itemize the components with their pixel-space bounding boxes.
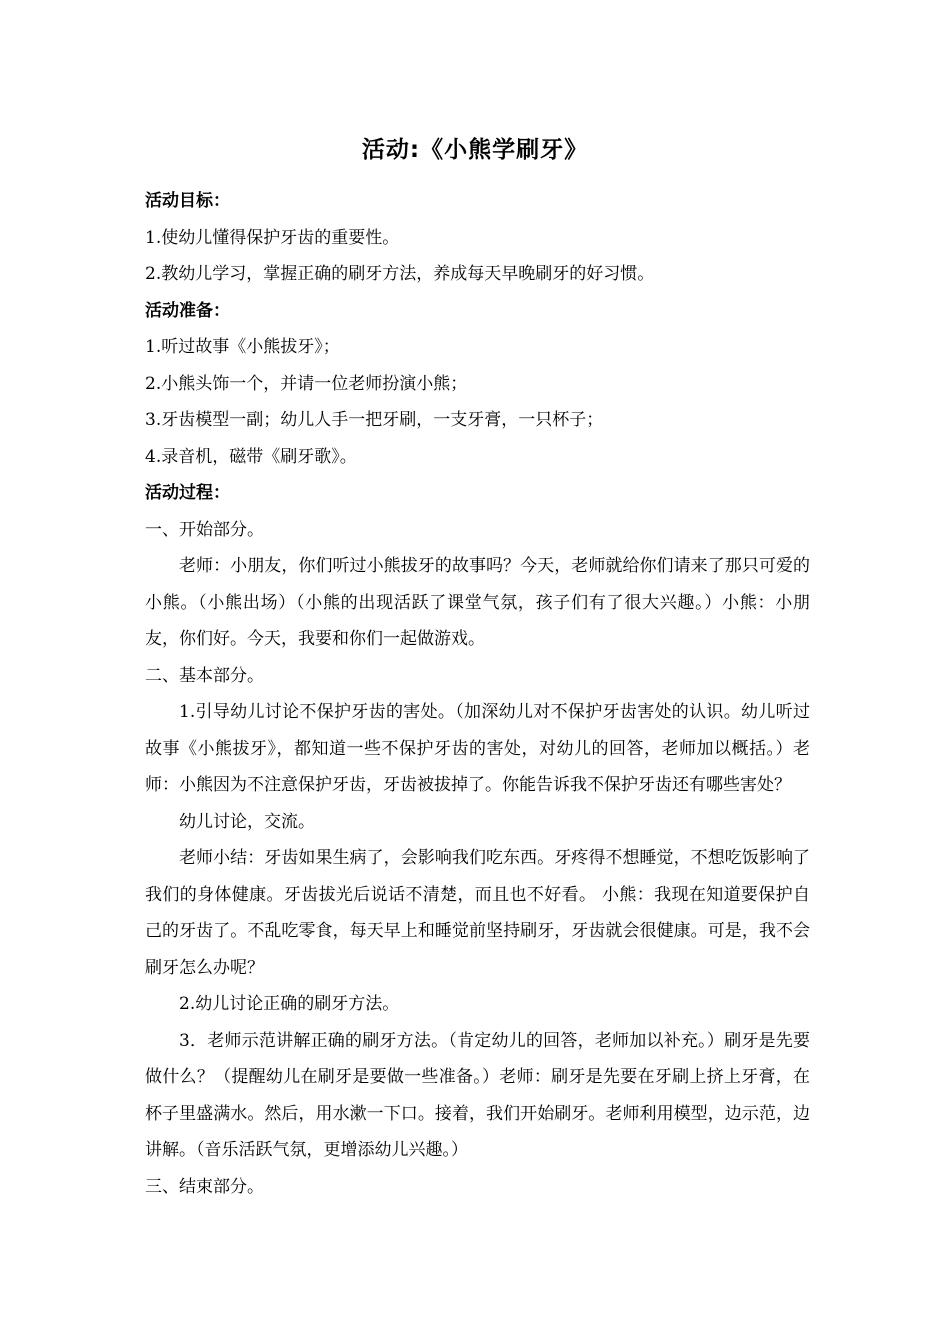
prep-item: 4.录音机，磁带《刷牙歌》。: [145, 446, 357, 467]
prep-item: 2.小熊头饰一个，并请一位老师扮演小熊；: [145, 373, 468, 394]
document-body: [145, 183, 810, 1205]
part2-paragraph: 老师小结：牙齿如果生病了，会影响我们吃东西。牙疼得不想睡觉，不想吃饭影响了我们的身体健康。牙齿拔光后说话不清楚，而且也不好看。 小熊：我现在知道要保护自己的牙齿了。不乱吃零食，每天早上和睡觉前坚持刷牙，牙齿就会很健康。可是，我不会刷牙怎么办呢？: [145, 848, 810, 978]
prep-item: 3.牙齿模型一副；幼儿人手一把牙刷，一支牙膏，一只杯子；: [145, 410, 604, 430]
part2-paragraph: 2.幼儿讨论正确的刷牙方法。: [179, 994, 400, 1014]
goal-item: 1.使幼儿懂得保护牙齿的重要性。: [145, 227, 400, 248]
part2-paragraph: 3．老师示范讲解正确的刷牙方法。（肯定幼儿的回答，老师加以补充。）刷牙是先要做什么？（提醒幼儿在刷牙是要做一些准备。）老师：刷牙是先要在牙刷上挤上牙膏，在杯子里盛满水。然后，用水漱一下口。接着，我们开始刷牙。老师利用模型，边示范，边讲解。（音乐活跃气氛，更增添幼儿兴趣。）: [145, 1030, 810, 1160]
part2-paragraph: 1.引导幼儿讨论不保护牙齿的害处。（加深幼儿对不保护牙齿害处的认识。幼儿听过故事《小熊拔牙》，都知道一些不保护牙齿的害处，对幼儿的回答，老师加以概括。）老师：小熊因为不注意保护牙齿，牙齿被拔掉了。你能告诉我不保护牙齿还有哪些害处？: [145, 702, 810, 795]
goal-item: 2.教幼儿学习，掌握正确的刷牙方法，养成每天早晚刷牙的好习惯。: [145, 264, 655, 284]
process-heading: 活动过程：: [145, 483, 230, 503]
document-title: 活动:《小熊学刷牙》: [361, 137, 589, 163]
prep-item: 1.听过故事《小熊拔牙》；: [145, 337, 340, 357]
goals-heading: 活动目标：: [145, 191, 230, 211]
part1-heading: 一、开始部分。: [145, 519, 264, 540]
prep-heading: 活动准备：: [145, 300, 230, 321]
part1-paragraph: 老师：小朋友，你们听过小熊拔牙的故事吗？今天，老师就给你们请来了那只可爱的小熊。（小熊出场）（小熊的出现活跃了课堂气氛，孩子们有了很大兴趣。）小熊：小朋友，你们好。今天，我要和你们一起做游戏。: [145, 556, 810, 649]
part3-heading: 三、结束部分。: [145, 1176, 264, 1197]
part2-paragraph: 幼儿讨论，交流。: [179, 811, 315, 832]
part2-heading: 二、基本部分。: [145, 665, 264, 686]
